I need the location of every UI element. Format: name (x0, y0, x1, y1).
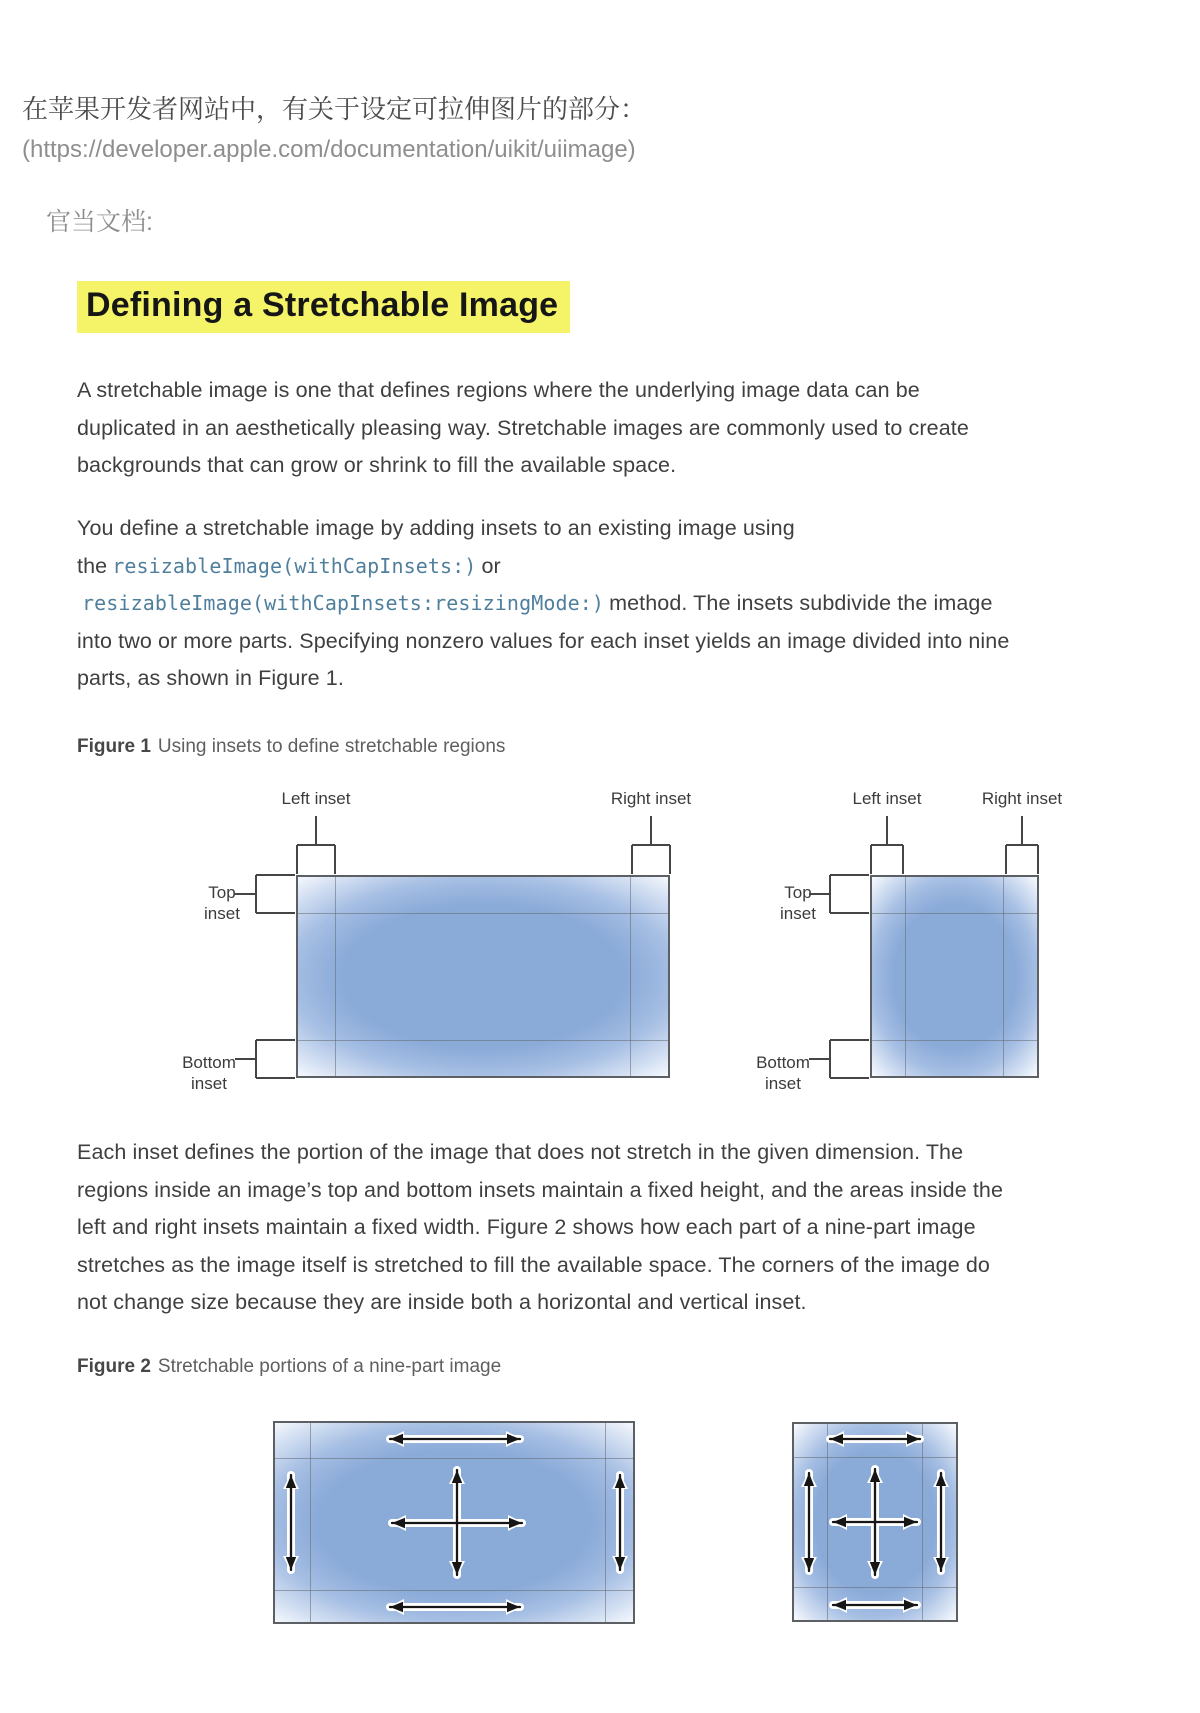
inset-label-left: Left inset (281, 789, 351, 808)
inset-label-right: Right inset (981, 789, 1063, 808)
code-span-resizable-image-mode: resizableImage(withCapInsets:resizingMode:) (82, 591, 605, 615)
inset-label-top: Top inset (204, 883, 240, 923)
left-inset-bracket-icon (870, 815, 904, 875)
inset-label-right: Right inset (610, 789, 692, 808)
page-title: Defining a Stretchable Image (77, 281, 570, 333)
figure1-caption (77, 736, 505, 758)
figure2-diagram (0, 1421, 1200, 1633)
inset-label-bottom: Bottom inset (182, 1053, 236, 1093)
figure1-diagram (0, 780, 1200, 1120)
top-inset-bracket-icon (234, 874, 296, 914)
figure2-caption-text: Stretchable portions of a nine-part image (157, 1356, 502, 1377)
paragraph-3: Each inset defines the portion of the image that does not stretch in the given dimension. The regions inside an image’s top and bottom insets maintain a fixed height, and the areas inside the left and right insets maintain a fixed width. Figure 2 shows how each part of a nine-part image stretches as the image itself is stretched to fill the available space. The corners of the image do not change size because they are inside both a horizontal and vertical inset. (77, 1140, 1004, 1314)
paragraph-1: A stretchable image is one that defines regions where the underlying image data can be duplicated in an aesthetically pleasing way. Stretchable images are commonly used to create backgrounds that can grow or shrink to fill the available space. (77, 378, 969, 477)
figure2-caption-label: Figure 2 (77, 1356, 151, 1377)
documentation-url: (https://developer.apple.com/documentation/uikit/uiimage) (22, 136, 636, 163)
inset-label-left: Left inset (852, 789, 922, 808)
inset-label-top: Top inset (780, 883, 816, 923)
figure1-caption-label: Figure 1 (77, 736, 151, 757)
stretchable-image-rect-wide (296, 875, 670, 1078)
figure1-caption-text: Using insets to define stretchable regions (157, 736, 506, 757)
paragraph-2-text: You define a stretchable image by adding insets to an existing image using the (77, 516, 795, 578)
bottom-inset-bracket-icon (808, 1039, 870, 1079)
left-inset-bracket-icon (296, 815, 336, 875)
intro-line: 在苹果开发者网站中，有关于设定可拉伸图片的部分： (22, 94, 647, 124)
inset-label-bottom: Bottom inset (756, 1053, 810, 1093)
stretch-arrows-icon (0, 1421, 1200, 1633)
paragraph-2-text: method. The insets subdivide the image into two or more parts. Specifying nonzero values for each inset yields an image divided into nine parts, as shown in Figure 1. (77, 591, 1010, 690)
doc-label: 官当文档: (46, 208, 153, 236)
bottom-inset-bracket-icon (234, 1039, 296, 1079)
right-inset-bracket-icon (631, 815, 671, 875)
right-inset-bracket-icon (1005, 815, 1039, 875)
article-heading-wrap (77, 281, 570, 333)
paragraph-2 (77, 510, 1019, 698)
code-span-resizable-image: resizableImage(withCapInsets:) (112, 553, 477, 578)
top-inset-bracket-icon (808, 874, 870, 914)
paragraph-2-text: or (481, 553, 501, 578)
figure2-caption (77, 1356, 501, 1378)
stretchable-image-rect-narrow (870, 875, 1039, 1078)
